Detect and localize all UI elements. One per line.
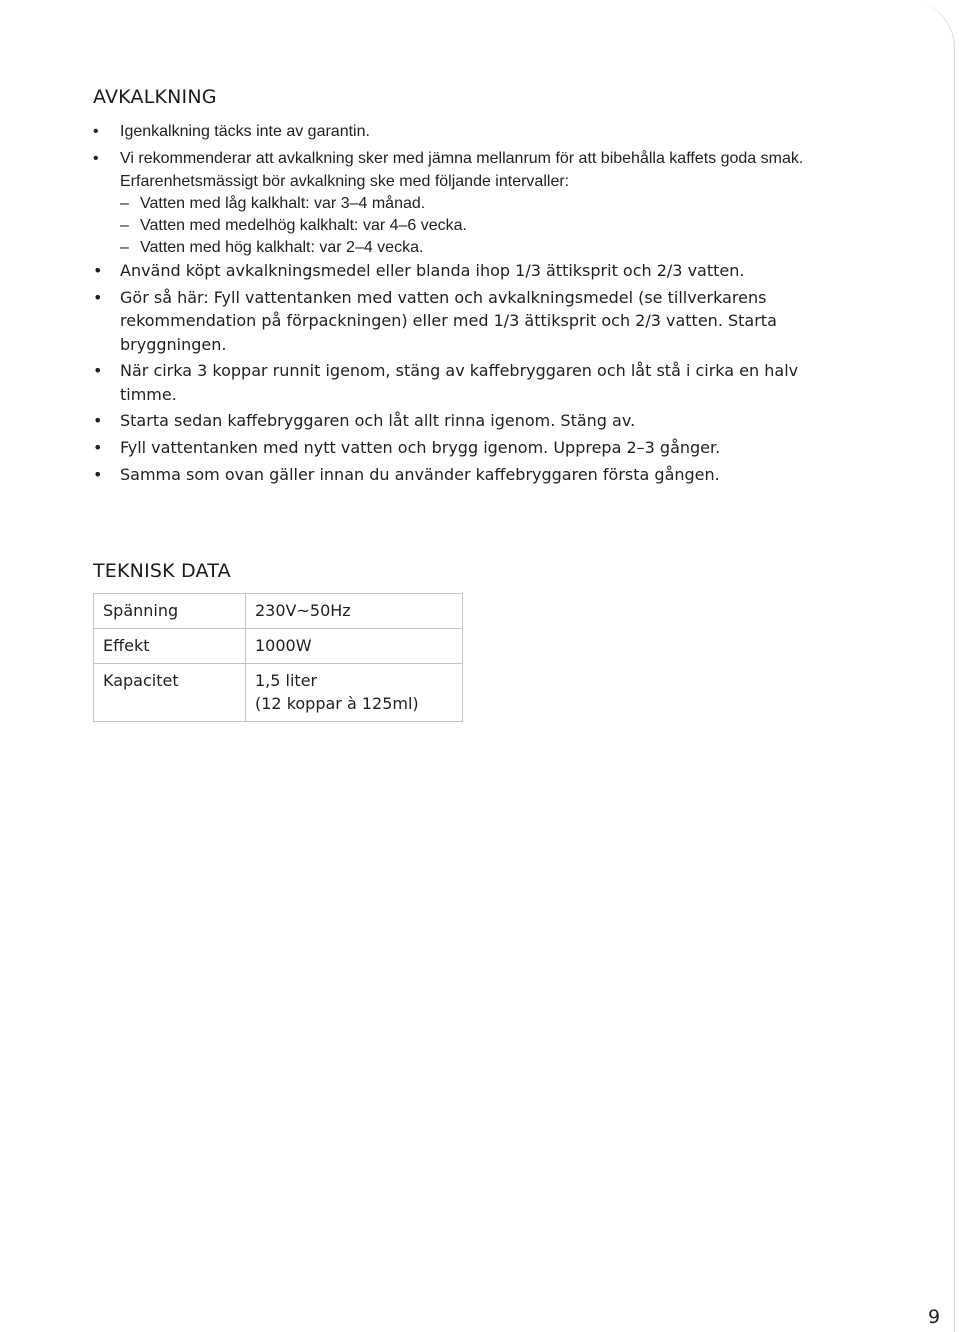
spec-value: 230V~50Hz: [246, 594, 463, 629]
list-item: • Samma som ovan gäller innan du använder kaffebryggaren första gången.: [93, 463, 813, 486]
list-item: • Använd köpt avkalkningsmedel eller blanda ihop 1/3 ättiksprit och 2/3 vatten.: [93, 259, 813, 282]
list-item-text: Vi rekommenderar att avkalkning sker med jämna mellanrum för att bibehålla kaffets goda smak. Erfarenhetsmässigt bör avkalkning ske med följande intervaller:: [120, 149, 804, 190]
page-number: 9: [928, 1306, 941, 1328]
spec-label: Effekt: [94, 629, 246, 664]
spec-label: Kapacitet: [94, 664, 246, 722]
descaling-list: [93, 120, 813, 489]
section-title-avkalkning: AVKALKNING: [93, 86, 217, 108]
table-row: [94, 629, 463, 664]
list-item: • Igenkalkning täcks inte av garantin.: [93, 120, 813, 143]
interval-list: [120, 193, 813, 259]
section-title-teknisk-data: TEKNISK DATA: [93, 560, 231, 582]
spec-value-line: (12 koppar à 125ml): [255, 694, 419, 713]
list-item: [93, 147, 813, 260]
interval-item: – Vatten med hög kalkhalt: var 2–4 vecka.: [120, 237, 813, 259]
table-row: [94, 664, 463, 722]
list-item: • När cirka 3 koppar runnit igenom, stäng av kaffebryggaren och låt stå i cirka en halv timme.: [93, 359, 813, 406]
spec-label: Spänning: [94, 594, 246, 629]
list-item: • Starta sedan kaffebryggaren och låt allt rinna igenom. Stäng av.: [93, 409, 813, 432]
list-item: • Fyll vattentanken med nytt vatten och brygg igenom. Upprepa 2–3 gånger.: [93, 436, 813, 459]
table-row: [94, 594, 463, 629]
spec-value: [246, 664, 463, 722]
spec-value: 1000W: [246, 629, 463, 664]
interval-item: – Vatten med medelhög kalkhalt: var 4–6 vecka.: [120, 215, 813, 237]
spec-table: [93, 593, 463, 722]
spec-value-line: 1,5 liter: [255, 671, 318, 690]
list-item: • Gör så här: Fyll vattentanken med vatten och avkalkningsmedel (se tillverkarens rekommendation på förpackningen) eller med 1/3 ättiksprit och 2/3 vatten. Starta bryggningen.: [93, 286, 813, 356]
interval-item: – Vatten med låg kalkhalt: var 3–4 månad.: [120, 193, 813, 215]
